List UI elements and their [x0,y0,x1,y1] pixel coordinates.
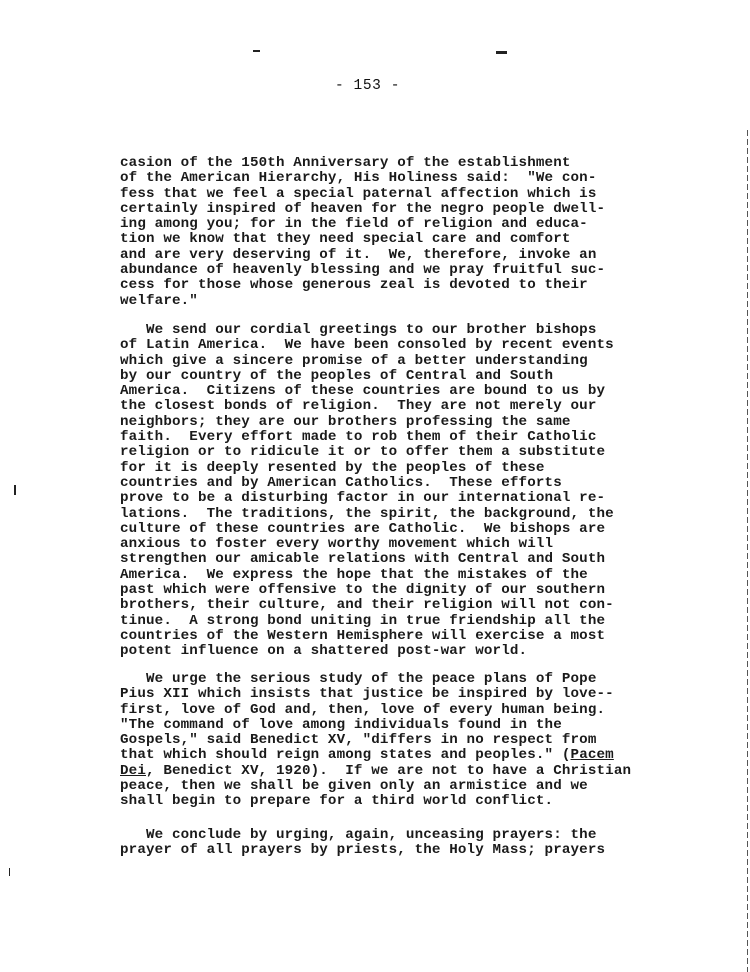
text-line: countries of the Western Hemisphere will exercise a most [120,627,606,644]
text-line: peace, then we shall be given only an armistice and we [120,778,588,795]
text-line: for it is deeply resented by the peoples of these [120,459,545,476]
scan-edge-line [747,130,748,972]
text-line: welfare." [120,292,198,309]
text-line: prayer of all prayers by priests, the Holy Mass; prayers [120,842,606,859]
text-line: lations. The traditions, the spirit, the background, the [120,505,614,522]
text-line: certainly inspired of heaven for the negro people dwell- [120,200,606,217]
text-line: neighbors; they are our brothers professing the same [120,413,571,430]
text-line: casion of the 150th Anniversary of the establishment [120,155,571,171]
paragraph-2 [120,323,614,660]
text-line [120,764,631,779]
text-line: Pius XII which insists that justice be inspired by love-- [120,686,614,703]
text-line [120,748,631,763]
text-line: tion we know that they need special care and comfort [120,231,571,248]
text-line: potent influence on a shattered post-war world. [120,643,528,660]
text-line: cess for those whose generous zeal is devoted to their [120,277,588,294]
text-line: fess that we feel a special paternal affection which is [120,185,597,202]
scan-mark-left-margin [14,485,16,495]
citation-title-underlined: Pacem [570,747,614,764]
text-line: past which were offensive to the dignity of our southern [120,582,606,599]
text-line: prove to be a disturbing factor in our international re- [120,490,606,507]
text-line: of the American Hierarchy, His Holiness said: "We con- [120,170,597,187]
text-segment: that which should reign among states and peoples." ( [120,747,571,764]
text-line: America. We express the hope that the mistakes of the [120,566,588,583]
text-line: We urge the serious study of the peace plans of Pope [120,671,597,687]
text-segment: , Benedict XV, 1920). If we are not to have a Christian [146,762,632,779]
page-number: - 153 - [334,78,401,94]
text-line: culture of these countries are Catholic. We bishops are [120,520,606,537]
text-line: shall begin to prepare for a third world conflict. [120,793,554,810]
text-line: Gospels," said Benedict XV, "differs in no respect from [120,732,597,749]
text-line: of Latin America. We have been consoled by recent events [120,337,614,354]
scan-mark-top-right [496,51,507,54]
text-line: which give a sincere promise of a better understanding [120,352,588,369]
text-line: countries and by American Catholics. These efforts [120,474,562,491]
text-line: religion or to ridicule it or to offer them a substitute [120,444,606,461]
text-line: brothers, their culture, and their religion will not con- [120,597,614,614]
paragraph-1 [120,156,605,309]
text-line: and are very deserving of it. We, therefore, invoke an [120,246,597,263]
scan-mark-bottom-left [9,868,10,876]
citation-title-underlined: Dei [120,762,146,779]
text-line: first, love of God and, then, love of every human being. [120,701,606,718]
text-line: America. Citizens of these countries are bound to us by [120,383,606,400]
paragraph-3 [120,672,631,810]
text-line: We conclude by urging, again, unceasing prayers: the [120,827,597,843]
text-line: the closest bonds of religion. They are not merely our [120,398,597,415]
paragraph-4 [120,828,605,859]
text-line: ing among you; for in the field of religion and educa- [120,216,588,233]
text-line: faith. Every effort made to rob them of their Catholic [120,429,597,446]
scan-mark-top-left [253,50,260,52]
text-line: abundance of heavenly blessing and we pray fruitful suc- [120,262,606,279]
text-line: by our country of the peoples of Central and South [120,367,554,384]
text-line: tinue. A strong bond uniting in true friendship all the [120,612,606,629]
text-line: "The command of love among individuals found in the [120,716,562,733]
text-line: strengthen our amicable relations with Central and South [120,551,606,568]
text-line: anxious to foster every worthy movement which will [120,536,554,553]
text-line: We send our cordial greetings to our brother bishops [120,322,597,338]
